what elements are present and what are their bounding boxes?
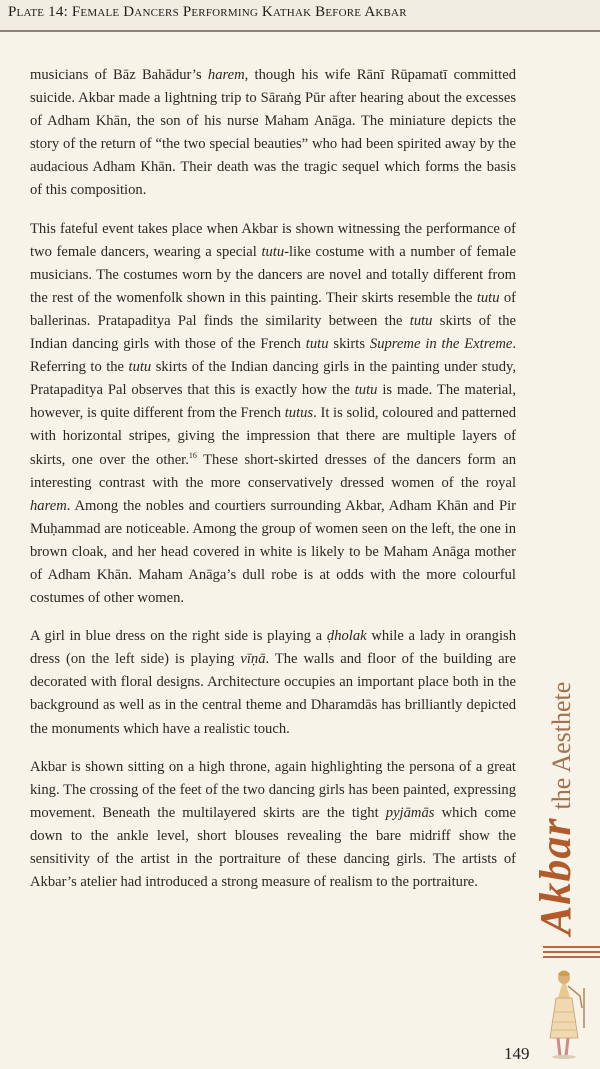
italic-term: pyjāmās bbox=[385, 804, 435, 821]
dancer-figure-illustration bbox=[548, 968, 592, 1060]
text-run: while a lady in orangish dress (on the left side) is playing bbox=[30, 628, 516, 668]
italic-term: Supreme in the Extreme bbox=[369, 336, 513, 353]
header-bar bbox=[0, 0, 600, 32]
text-run: These short-skirted dresses of the dancers form an interesting contrast with the more conservatively dressed women of the royal bbox=[30, 451, 516, 491]
text-run: A girl in blue dress on the right side is playing a bbox=[30, 628, 327, 645]
decorative-rule bbox=[543, 946, 600, 960]
page-number: 149 bbox=[504, 1044, 530, 1063]
text-run: skirts bbox=[328, 336, 370, 353]
text-run: skirts of the Indian dancing girls in the painting under study, Pratapaditya Pal observes that this is exactly how the bbox=[30, 359, 516, 399]
running-book-title bbox=[530, 682, 581, 935]
plate-title: Plate 14: Female Dancers Performing Kathak Before Akbar bbox=[8, 4, 407, 20]
text-run: skirts of the Indian dancing girls with those of the French bbox=[30, 312, 516, 353]
book-title-sub: the Aesthete bbox=[547, 681, 576, 810]
italic-term: tutu bbox=[128, 359, 152, 376]
italic-term: vīṇā bbox=[240, 651, 266, 668]
text-run: musicians of Bāz Bahādur’s bbox=[30, 67, 208, 83]
book-title-main: Akbar bbox=[531, 817, 580, 935]
text-run: . Referring to the bbox=[30, 336, 517, 376]
text-run: which come down to the ankle level, short blouses revealing the bare midriff show the sensitivity of the artist in the portraiture of these dancing girls. The artists of Akbar’s atelier had introduced a strong measure of realism to the portraiture. bbox=[30, 804, 516, 891]
italic-term: harem bbox=[207, 67, 245, 83]
paragraph bbox=[30, 218, 516, 611]
text-run: is made. The material, however, is quite different from the French bbox=[30, 382, 516, 422]
body-text bbox=[30, 64, 516, 909]
italic-term: ḍholak bbox=[326, 628, 367, 645]
paragraph bbox=[30, 756, 516, 895]
text-run: of ballerinas. Pratapaditya Pal finds the similarity between the bbox=[30, 289, 516, 329]
text-run: Akbar is shown sitting on a high throne, again highlighting the persona of a great king. The crossing of the feet of the two dancing girls has been painted, expressing movement. Beneath the multilayered skirts are the tight bbox=[30, 758, 516, 821]
italic-term: tutu bbox=[409, 312, 433, 329]
text-run: . Among the nobles and courtiers surrounding Akbar, Adham Khān and Pir Muḥammad are noticeable. Among the group of women seen on the left, the one in brown cloak, and her head covered in white is likely to be Maham Anāga mother of Adham Khān. Maham Anāga’s dull robe is at odds with the more colourful costumes of other women. bbox=[30, 497, 516, 607]
paragraph bbox=[30, 64, 516, 203]
footnote-marker: 16 bbox=[188, 450, 197, 460]
paragraph bbox=[30, 625, 516, 740]
italic-term: tutus bbox=[284, 405, 314, 422]
text-run: , though his wife Rānī Rūpamatī committed suicide. Akbar made a lightning trip to Sāraṅg Pūr after hearing about the excesses of Adham Khān, the son of his nurse Maham Anāga. The miniature depicts the story of the return of “the two special beauties” who had been spirited away by the audacious Adham Khān. Their death was the tragic sequel which forms the basis of this composition. bbox=[30, 67, 516, 199]
italic-term: tutu bbox=[476, 289, 500, 306]
text-run: -like costume with a number of female musicians. The costumes worn by the dancers are novel and totally different from the rest of the womenfolk shown in this painting. Their skirts resemble the bbox=[30, 243, 516, 306]
text-run: . It is solid, coloured and patterned with horizontal stripes, giving the impression that there are multiple layers of skirts, one over the other. bbox=[30, 405, 516, 468]
italic-term: tutu bbox=[261, 243, 285, 260]
italic-term: harem bbox=[30, 497, 67, 514]
text-run: . The walls and floor of the building are decorated with floral designs. Architecture occupies an important place both in the background as well as in the central theme and Dharamdās has brilliantly depicted the monuments which have a realistic touch. bbox=[30, 651, 516, 737]
italic-term: tutu bbox=[354, 382, 378, 399]
text-run: This fateful event takes place when Akbar is shown witnessing the performance of two female dancers, wearing a special bbox=[30, 220, 516, 260]
italic-term: tutu bbox=[305, 336, 329, 353]
